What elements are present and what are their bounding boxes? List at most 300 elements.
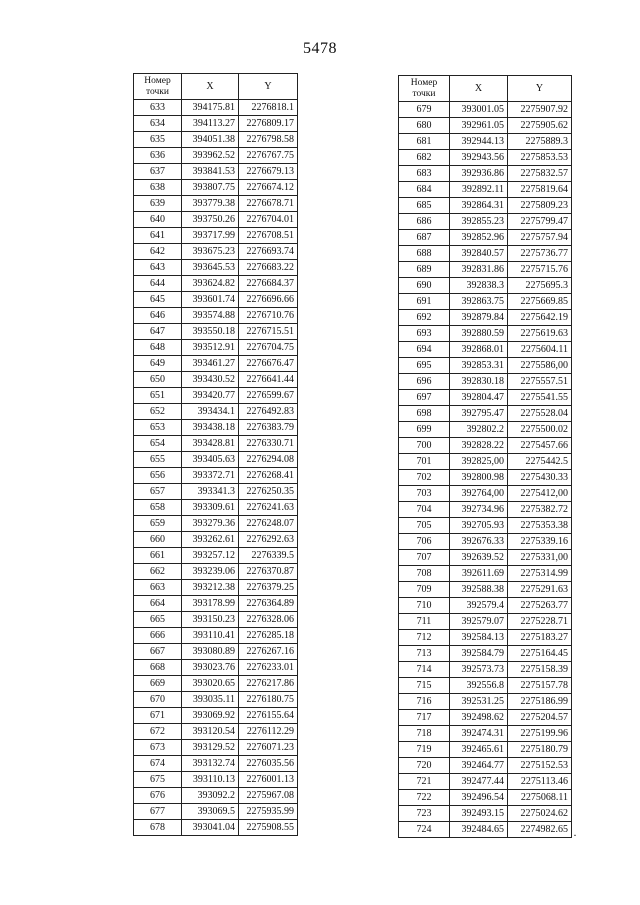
cell-y: 2276285.18 bbox=[239, 628, 298, 644]
cell-y: 2276767.75 bbox=[239, 148, 298, 164]
cell-point-number: 672 bbox=[134, 724, 182, 740]
table-row bbox=[134, 276, 298, 292]
table-row bbox=[134, 260, 298, 276]
header-x: X bbox=[450, 76, 508, 102]
cell-x: 392838.3 bbox=[450, 278, 508, 294]
cell-x: 392800.98 bbox=[450, 470, 508, 486]
cell-y: 2275353.38 bbox=[508, 518, 572, 534]
cell-x: 392573.73 bbox=[450, 662, 508, 678]
cell-point-number: 663 bbox=[134, 580, 182, 596]
table-row bbox=[134, 116, 298, 132]
header-point-number bbox=[399, 76, 450, 102]
cell-x: 393461.27 bbox=[182, 356, 239, 372]
table-row bbox=[399, 390, 572, 406]
cell-point-number: 724 bbox=[399, 822, 450, 838]
table-row bbox=[134, 820, 298, 836]
cell-y: 2276180.75 bbox=[239, 692, 298, 708]
cell-x: 392795.47 bbox=[450, 406, 508, 422]
cell-x: 393262.61 bbox=[182, 532, 239, 548]
cell-point-number: 682 bbox=[399, 150, 450, 166]
cell-y: 2276696.66 bbox=[239, 292, 298, 308]
cell-x: 392825,00 bbox=[450, 454, 508, 470]
table-row bbox=[134, 788, 298, 804]
cell-point-number: 654 bbox=[134, 436, 182, 452]
cell-y: 2275799.47 bbox=[508, 214, 572, 230]
cell-x: 392868.01 bbox=[450, 342, 508, 358]
cell-y: 2275158.39 bbox=[508, 662, 572, 678]
table-row bbox=[399, 742, 572, 758]
cell-y: 2275935.99 bbox=[239, 804, 298, 820]
cell-y: 2275314.99 bbox=[508, 566, 572, 582]
table-row bbox=[134, 708, 298, 724]
table-row bbox=[134, 324, 298, 340]
cell-point-number: 641 bbox=[134, 228, 182, 244]
table-row bbox=[134, 660, 298, 676]
cell-x: 393550.18 bbox=[182, 324, 239, 340]
table-row bbox=[134, 228, 298, 244]
cell-y: 2275604.11 bbox=[508, 342, 572, 358]
cell-y: 2275809.23 bbox=[508, 198, 572, 214]
cell-y: 2275832.57 bbox=[508, 166, 572, 182]
table-row bbox=[134, 356, 298, 372]
cell-x: 393750.26 bbox=[182, 212, 239, 228]
cell-y: 2275757.94 bbox=[508, 230, 572, 246]
table-row bbox=[399, 358, 572, 374]
cell-y: 2275500.02 bbox=[508, 422, 572, 438]
cell-y: 2275819.64 bbox=[508, 182, 572, 198]
cell-point-number: 635 bbox=[134, 132, 182, 148]
cell-point-number: 667 bbox=[134, 644, 182, 660]
cell-y: 2276704.01 bbox=[239, 212, 298, 228]
cell-x: 393574.88 bbox=[182, 308, 239, 324]
table-row bbox=[399, 422, 572, 438]
cell-x: 393675.23 bbox=[182, 244, 239, 260]
table-row bbox=[134, 436, 298, 452]
cell-point-number: 646 bbox=[134, 308, 182, 324]
table-row bbox=[399, 502, 572, 518]
header-point-number-line2: точки bbox=[412, 88, 436, 99]
coordinates-table-right bbox=[398, 75, 572, 838]
table-row bbox=[399, 406, 572, 422]
table-row bbox=[134, 676, 298, 692]
table-row bbox=[399, 566, 572, 582]
cell-point-number: 709 bbox=[399, 582, 450, 598]
cell-point-number: 715 bbox=[399, 678, 450, 694]
cell-point-number: 647 bbox=[134, 324, 182, 340]
cell-y: 2275442.5 bbox=[508, 454, 572, 470]
cell-point-number: 634 bbox=[134, 116, 182, 132]
cell-point-number: 651 bbox=[134, 388, 182, 404]
cell-y: 2275889.3 bbox=[508, 134, 572, 150]
cell-y: 2275263.77 bbox=[508, 598, 572, 614]
cell-point-number: 723 bbox=[399, 806, 450, 822]
cell-point-number: 716 bbox=[399, 694, 450, 710]
cell-x: 392474.31 bbox=[450, 726, 508, 742]
cell-point-number: 645 bbox=[134, 292, 182, 308]
cell-y: 2276071.23 bbox=[239, 740, 298, 756]
cell-y: 2275457.66 bbox=[508, 438, 572, 454]
cell-x: 392943.56 bbox=[450, 150, 508, 166]
cell-point-number: 671 bbox=[134, 708, 182, 724]
cell-point-number: 677 bbox=[134, 804, 182, 820]
cell-x: 393150.23 bbox=[182, 612, 239, 628]
table-row bbox=[134, 772, 298, 788]
cell-y: 2275412,00 bbox=[508, 486, 572, 502]
table-row bbox=[134, 388, 298, 404]
cell-point-number: 657 bbox=[134, 484, 182, 500]
cell-x: 393132.74 bbox=[182, 756, 239, 772]
cell-point-number: 662 bbox=[134, 564, 182, 580]
table-header-row bbox=[399, 76, 572, 102]
cell-x: 393624.82 bbox=[182, 276, 239, 292]
cell-y: 2275736.77 bbox=[508, 246, 572, 262]
cell-x: 393023.76 bbox=[182, 660, 239, 676]
cell-point-number: 722 bbox=[399, 790, 450, 806]
cell-y: 2276370.87 bbox=[239, 564, 298, 580]
cell-point-number: 701 bbox=[399, 454, 450, 470]
cell-x: 392830.18 bbox=[450, 374, 508, 390]
cell-y: 2276383.79 bbox=[239, 420, 298, 436]
cell-x: 392579.4 bbox=[450, 598, 508, 614]
cell-y: 2276599.67 bbox=[239, 388, 298, 404]
cell-x: 393405.63 bbox=[182, 452, 239, 468]
cell-point-number: 705 bbox=[399, 518, 450, 534]
cell-point-number: 633 bbox=[134, 100, 182, 116]
header-point-number-line1: Номер bbox=[144, 75, 171, 86]
table-row bbox=[399, 822, 572, 838]
cell-y: 2275541.55 bbox=[508, 390, 572, 406]
cell-point-number: 638 bbox=[134, 180, 182, 196]
cell-point-number: 678 bbox=[134, 820, 182, 836]
cell-x: 393372.71 bbox=[182, 468, 239, 484]
table-row bbox=[399, 102, 572, 118]
header-point-number-line2: точки bbox=[145, 86, 169, 97]
cell-point-number: 636 bbox=[134, 148, 182, 164]
table-row bbox=[399, 198, 572, 214]
cell-x: 392496.54 bbox=[450, 790, 508, 806]
table-row bbox=[399, 758, 572, 774]
cell-x: 393601.74 bbox=[182, 292, 239, 308]
cell-x: 392734.96 bbox=[450, 502, 508, 518]
cell-y: 2275715.76 bbox=[508, 262, 572, 278]
cell-x: 393001.05 bbox=[450, 102, 508, 118]
cell-x: 392556.8 bbox=[450, 678, 508, 694]
cell-y: 2276684.37 bbox=[239, 276, 298, 292]
table-row bbox=[399, 790, 572, 806]
cell-x: 392584.13 bbox=[450, 630, 508, 646]
cell-x: 393420.77 bbox=[182, 388, 239, 404]
cell-y: 2276268.41 bbox=[239, 468, 298, 484]
cell-y: 2275339.16 bbox=[508, 534, 572, 550]
cell-x: 392831.86 bbox=[450, 262, 508, 278]
cell-point-number: 702 bbox=[399, 470, 450, 486]
header-y: Y bbox=[508, 76, 572, 102]
cell-point-number: 661 bbox=[134, 548, 182, 564]
cell-point-number: 642 bbox=[134, 244, 182, 260]
cell-y: 2276683.22 bbox=[239, 260, 298, 276]
table-row bbox=[399, 182, 572, 198]
cell-x: 392465.61 bbox=[450, 742, 508, 758]
cell-point-number: 643 bbox=[134, 260, 182, 276]
table-row bbox=[399, 774, 572, 790]
table-row bbox=[399, 342, 572, 358]
cell-y: 2275024.62 bbox=[508, 806, 572, 822]
table-row bbox=[399, 246, 572, 262]
cell-y: 2275853.53 bbox=[508, 150, 572, 166]
cell-x: 394113.27 bbox=[182, 116, 239, 132]
cell-y: 2276708.51 bbox=[239, 228, 298, 244]
table-row bbox=[399, 678, 572, 694]
cell-point-number: 699 bbox=[399, 422, 450, 438]
table-row bbox=[134, 404, 298, 420]
table-row bbox=[134, 644, 298, 660]
cell-point-number: 665 bbox=[134, 612, 182, 628]
table-row bbox=[399, 694, 572, 710]
cell-x: 392639.52 bbox=[450, 550, 508, 566]
cell-x: 393279.36 bbox=[182, 516, 239, 532]
cell-point-number: 656 bbox=[134, 468, 182, 484]
table-row bbox=[399, 630, 572, 646]
cell-point-number: 713 bbox=[399, 646, 450, 662]
table-row bbox=[134, 196, 298, 212]
table-row bbox=[134, 244, 298, 260]
cell-y: 2276233.01 bbox=[239, 660, 298, 676]
cell-x: 393807.75 bbox=[182, 180, 239, 196]
header-y: Y bbox=[239, 74, 298, 100]
cell-y: 2275695.3 bbox=[508, 278, 572, 294]
cell-y: 2275199.96 bbox=[508, 726, 572, 742]
cell-y: 2275183.27 bbox=[508, 630, 572, 646]
table-row bbox=[399, 454, 572, 470]
margin-mark: · bbox=[573, 828, 577, 842]
table-row bbox=[399, 134, 572, 150]
table-row bbox=[399, 486, 572, 502]
table-row bbox=[399, 214, 572, 230]
cell-y: 2276676.47 bbox=[239, 356, 298, 372]
table-row bbox=[399, 374, 572, 390]
cell-y: 2275113.46 bbox=[508, 774, 572, 790]
table-row bbox=[399, 710, 572, 726]
cell-y: 2276035.56 bbox=[239, 756, 298, 772]
cell-y: 2275186.99 bbox=[508, 694, 572, 710]
cell-y: 2276112.29 bbox=[239, 724, 298, 740]
cell-y: 2276674.12 bbox=[239, 180, 298, 196]
cell-point-number: 664 bbox=[134, 596, 182, 612]
cell-x: 392477.44 bbox=[450, 774, 508, 790]
cell-x: 393962.52 bbox=[182, 148, 239, 164]
cell-x: 392484.65 bbox=[450, 822, 508, 838]
cell-x: 394175.81 bbox=[182, 100, 239, 116]
table-row bbox=[134, 292, 298, 308]
cell-y: 2275528.04 bbox=[508, 406, 572, 422]
table-row bbox=[399, 166, 572, 182]
cell-x: 392611.69 bbox=[450, 566, 508, 582]
cell-point-number: 652 bbox=[134, 404, 182, 420]
cell-y: 2276241.63 bbox=[239, 500, 298, 516]
cell-x: 392880.59 bbox=[450, 326, 508, 342]
cell-point-number: 660 bbox=[134, 532, 182, 548]
cell-x: 392855.23 bbox=[450, 214, 508, 230]
cell-x: 392879.84 bbox=[450, 310, 508, 326]
cell-point-number: 640 bbox=[134, 212, 182, 228]
cell-point-number: 666 bbox=[134, 628, 182, 644]
cell-x: 392852.96 bbox=[450, 230, 508, 246]
cell-point-number: 644 bbox=[134, 276, 182, 292]
table-row bbox=[134, 548, 298, 564]
header-x: X bbox=[182, 74, 239, 100]
cell-x: 392676.33 bbox=[450, 534, 508, 550]
cell-x: 393430.52 bbox=[182, 372, 239, 388]
table-row bbox=[399, 326, 572, 342]
cell-x: 392705.93 bbox=[450, 518, 508, 534]
cell-point-number: 650 bbox=[134, 372, 182, 388]
table-row bbox=[399, 614, 572, 630]
cell-x: 392579.07 bbox=[450, 614, 508, 630]
cell-x: 392498.62 bbox=[450, 710, 508, 726]
table-row bbox=[134, 148, 298, 164]
coordinates-table-left bbox=[133, 73, 298, 836]
cell-point-number: 717 bbox=[399, 710, 450, 726]
cell-x: 392892.11 bbox=[450, 182, 508, 198]
cell-point-number: 693 bbox=[399, 326, 450, 342]
table-row bbox=[134, 372, 298, 388]
table-row bbox=[134, 692, 298, 708]
cell-y: 2274982.65 bbox=[508, 822, 572, 838]
cell-y: 2275669.85 bbox=[508, 294, 572, 310]
cell-x: 392853.31 bbox=[450, 358, 508, 374]
cell-point-number: 681 bbox=[399, 134, 450, 150]
cell-y: 2275642.19 bbox=[508, 310, 572, 326]
table-row bbox=[134, 596, 298, 612]
table-row bbox=[399, 310, 572, 326]
cell-x: 393341.3 bbox=[182, 484, 239, 500]
cell-y: 2276492.83 bbox=[239, 404, 298, 420]
cell-y: 2276798.58 bbox=[239, 132, 298, 148]
cell-y: 2276267.16 bbox=[239, 644, 298, 660]
cell-point-number: 696 bbox=[399, 374, 450, 390]
cell-y: 2276379.25 bbox=[239, 580, 298, 596]
cell-point-number: 685 bbox=[399, 198, 450, 214]
cell-point-number: 688 bbox=[399, 246, 450, 262]
header-point-number-line1: Номер bbox=[410, 77, 438, 88]
cell-y: 2275586,00 bbox=[508, 358, 572, 374]
cell-x: 392864.31 bbox=[450, 198, 508, 214]
table-row bbox=[134, 308, 298, 324]
table-row bbox=[134, 340, 298, 356]
cell-y: 2276294.08 bbox=[239, 452, 298, 468]
table-row bbox=[134, 420, 298, 436]
table-row bbox=[134, 580, 298, 596]
table-row bbox=[399, 806, 572, 822]
cell-x: 393779.38 bbox=[182, 196, 239, 212]
cell-point-number: 653 bbox=[134, 420, 182, 436]
cell-point-number: 703 bbox=[399, 486, 450, 502]
cell-point-number: 692 bbox=[399, 310, 450, 326]
cell-y: 2276155.64 bbox=[239, 708, 298, 724]
table-row bbox=[134, 612, 298, 628]
cell-y: 2275557.51 bbox=[508, 374, 572, 390]
page-number: 5478 bbox=[303, 40, 337, 57]
cell-point-number: 718 bbox=[399, 726, 450, 742]
cell-y: 2276292.63 bbox=[239, 532, 298, 548]
cell-point-number: 658 bbox=[134, 500, 182, 516]
cell-x: 392840.57 bbox=[450, 246, 508, 262]
cell-y: 2276809.17 bbox=[239, 116, 298, 132]
table-row bbox=[399, 518, 572, 534]
cell-point-number: 706 bbox=[399, 534, 450, 550]
table-row bbox=[399, 598, 572, 614]
table-row bbox=[399, 726, 572, 742]
cell-point-number: 659 bbox=[134, 516, 182, 532]
cell-point-number: 683 bbox=[399, 166, 450, 182]
cell-y: 2275291.63 bbox=[508, 582, 572, 598]
table-row bbox=[134, 164, 298, 180]
cell-y: 2276248.07 bbox=[239, 516, 298, 532]
cell-point-number: 673 bbox=[134, 740, 182, 756]
cell-x: 392464.77 bbox=[450, 758, 508, 774]
cell-x: 393110.13 bbox=[182, 772, 239, 788]
cell-x: 393080.89 bbox=[182, 644, 239, 660]
cell-y: 2276250.35 bbox=[239, 484, 298, 500]
table-row bbox=[399, 294, 572, 310]
cell-x: 393438.18 bbox=[182, 420, 239, 436]
cell-x: 392493.15 bbox=[450, 806, 508, 822]
cell-point-number: 694 bbox=[399, 342, 450, 358]
table-row bbox=[134, 132, 298, 148]
cell-point-number: 674 bbox=[134, 756, 182, 772]
cell-y: 2276818.1 bbox=[239, 100, 298, 116]
cell-y: 2275331,00 bbox=[508, 550, 572, 566]
table-row bbox=[399, 150, 572, 166]
cell-point-number: 649 bbox=[134, 356, 182, 372]
table-row bbox=[134, 468, 298, 484]
cell-x: 393512.91 bbox=[182, 340, 239, 356]
cell-point-number: 655 bbox=[134, 452, 182, 468]
cell-x: 393020.65 bbox=[182, 676, 239, 692]
cell-y: 2276679.13 bbox=[239, 164, 298, 180]
cell-x: 393092.2 bbox=[182, 788, 239, 804]
cell-y: 2276693.74 bbox=[239, 244, 298, 260]
cell-point-number: 675 bbox=[134, 772, 182, 788]
cell-x: 392863.75 bbox=[450, 294, 508, 310]
cell-x: 393309.61 bbox=[182, 500, 239, 516]
table-row bbox=[134, 804, 298, 820]
cell-y: 2275619.63 bbox=[508, 326, 572, 342]
cell-x: 392588.38 bbox=[450, 582, 508, 598]
cell-point-number: 648 bbox=[134, 340, 182, 356]
cell-y: 2276678.71 bbox=[239, 196, 298, 212]
cell-x: 392961.05 bbox=[450, 118, 508, 134]
table-row bbox=[134, 516, 298, 532]
cell-y: 2275382.72 bbox=[508, 502, 572, 518]
cell-y: 2275905.62 bbox=[508, 118, 572, 134]
table-row bbox=[134, 532, 298, 548]
cell-point-number: 698 bbox=[399, 406, 450, 422]
header-point-number bbox=[134, 74, 182, 100]
cell-x: 393841.53 bbox=[182, 164, 239, 180]
cell-y: 2275068.11 bbox=[508, 790, 572, 806]
cell-point-number: 704 bbox=[399, 502, 450, 518]
cell-x: 393035.11 bbox=[182, 692, 239, 708]
cell-point-number: 710 bbox=[399, 598, 450, 614]
cell-x: 392828.22 bbox=[450, 438, 508, 454]
cell-point-number: 695 bbox=[399, 358, 450, 374]
cell-x: 393239.06 bbox=[182, 564, 239, 580]
cell-point-number: 714 bbox=[399, 662, 450, 678]
cell-x: 393069.5 bbox=[182, 804, 239, 820]
cell-y: 2275430.33 bbox=[508, 470, 572, 486]
cell-point-number: 639 bbox=[134, 196, 182, 212]
